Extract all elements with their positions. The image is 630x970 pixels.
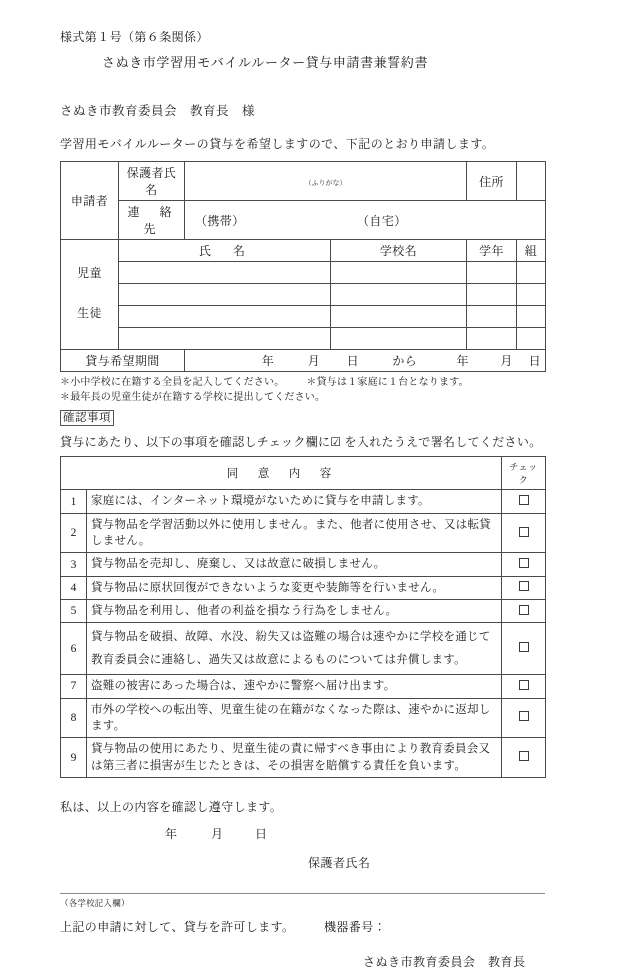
form-number: 様式第１号（第６条関係） xyxy=(60,30,209,44)
consent-row xyxy=(61,553,546,576)
student-row xyxy=(61,262,546,284)
student-school-field[interactable] xyxy=(331,306,467,328)
signature-guardian-name-label: 保護者氏名 xyxy=(308,855,371,870)
student-label-jidou: 児童 xyxy=(77,265,102,280)
student-grade-field[interactable] xyxy=(467,284,517,306)
notes-block xyxy=(60,376,570,405)
student-type-label xyxy=(61,240,119,350)
checkbox-icon[interactable] xyxy=(519,605,529,615)
consent-row-text: 貸与物品を学習活動以外に使用しません。また、他者に使用させ、又は転貸しません。 xyxy=(87,513,502,553)
checkbox-icon[interactable] xyxy=(519,558,529,568)
student-row xyxy=(61,328,546,350)
contact-home-label: （自宅） xyxy=(357,213,407,228)
confirmation-badge-wrap xyxy=(60,410,570,426)
consent-header-row xyxy=(61,457,546,490)
period-fields[interactable] xyxy=(185,350,546,372)
consent-row-number: 7 xyxy=(61,675,87,698)
consent-row-number: 9 xyxy=(61,738,87,778)
consent-row xyxy=(61,675,546,698)
approval-text: 上記の申請に対して、貸与を許可します。 xyxy=(60,919,295,934)
signature-date-day: 日 xyxy=(255,826,268,841)
checkbox-icon[interactable] xyxy=(519,680,529,690)
student-row xyxy=(61,284,546,306)
consent-row xyxy=(61,576,546,599)
approval-row xyxy=(60,918,570,935)
contact-label: 連 絡 先 xyxy=(119,201,185,240)
consent-row-number: 3 xyxy=(61,553,87,576)
section-divider xyxy=(60,893,545,894)
period-month-end: 月 xyxy=(500,354,513,368)
signature-guardian-name[interactable] xyxy=(60,854,570,871)
footer-authority: さぬき市教育委員会 教育長 xyxy=(363,954,526,969)
school-use-note: （各学校記入欄） xyxy=(60,897,130,908)
consent-row-number: 8 xyxy=(61,698,87,738)
note-line-2: ＊最年長の児童生徒が在籍する学校に提出してください。 xyxy=(60,391,326,403)
consent-row-text: 家庭には、インターネット環境がないために貸与を申請します。 xyxy=(87,490,502,513)
confirmation-badge: 確認事項 xyxy=(60,410,114,426)
signature-date-month: 月 xyxy=(211,826,224,841)
consent-row xyxy=(61,698,546,738)
guardian-name-label: 保護者氏名 xyxy=(119,162,185,201)
column-header-name: 氏 名 xyxy=(119,240,331,262)
consent-checkbox-cell[interactable] xyxy=(502,675,546,698)
checkbox-icon[interactable] xyxy=(519,581,529,591)
consent-row-text: 市外の学校への転出等、児童生徒の在籍がなくなった際は、速やかに返却します。 xyxy=(87,698,502,738)
student-grade-field[interactable] xyxy=(467,306,517,328)
consent-row xyxy=(61,600,546,623)
consent-row-number: 1 xyxy=(61,490,87,513)
consent-row-text: 貸与物品を利用し、他者の利益を損なう行為をしません。 xyxy=(87,600,502,623)
consent-header-content: 同 意 内 容 xyxy=(61,457,502,490)
guardian-name-field[interactable] xyxy=(185,162,467,201)
period-label: 貸与希望期間 xyxy=(61,350,185,372)
student-header-row xyxy=(61,240,546,262)
column-header-class: 組 xyxy=(517,240,546,262)
student-class-field[interactable] xyxy=(517,328,546,350)
consent-row-text: 盗難の被害にあった場合は、速やかに警察へ届け出ます。 xyxy=(87,675,502,698)
period-day-start: 日 xyxy=(346,354,360,368)
student-school-field[interactable] xyxy=(331,262,467,284)
period-day-end: 日 xyxy=(528,354,541,368)
signature-block xyxy=(60,798,570,871)
column-header-grade: 学年 xyxy=(467,240,517,262)
checkbox-icon[interactable] xyxy=(519,711,529,721)
note-1b: ＊貸与は１家庭に１台となります。 xyxy=(306,377,469,388)
check-instruction-after: を入れたうえで署名してください。 xyxy=(344,435,542,450)
student-name-field[interactable] xyxy=(119,262,331,284)
consent-row-text: 貸与物品に原状回復ができないような変更や装飾等を行いません。 xyxy=(87,576,502,599)
checkbox-icon[interactable] xyxy=(519,751,529,761)
consent-row xyxy=(61,513,546,553)
checkbox-icon[interactable] xyxy=(519,495,529,505)
consent-checkbox-cell[interactable] xyxy=(502,738,546,778)
addressee: さぬき市教育委員会 教育長 様 xyxy=(60,104,256,118)
column-header-school: 学校名 xyxy=(331,240,467,262)
consent-body xyxy=(61,490,546,777)
checked-box-icon: ☑ xyxy=(330,435,342,450)
consent-row xyxy=(61,490,546,513)
address-field[interactable] xyxy=(517,162,546,201)
period-row xyxy=(61,350,546,372)
contact-mobile-label: （携帯） xyxy=(195,213,245,228)
consent-row-number: 6 xyxy=(61,623,87,675)
applicant-label: 申請者 xyxy=(61,162,119,240)
consent-row-number: 4 xyxy=(61,576,87,599)
checkbox-icon[interactable] xyxy=(519,642,529,652)
consent-checkbox-cell[interactable] xyxy=(502,623,546,675)
consent-checkbox-cell[interactable] xyxy=(502,490,546,513)
consent-table xyxy=(60,456,546,777)
declaration-text: 私は、以上の内容を確認し遵守します。 xyxy=(60,799,283,814)
consent-row-number: 5 xyxy=(61,600,87,623)
student-name-field[interactable] xyxy=(119,306,331,328)
guardian-row xyxy=(61,162,546,201)
consent-row xyxy=(61,738,546,778)
consent-checkbox-cell[interactable] xyxy=(502,698,546,738)
note-line-1 xyxy=(60,376,570,391)
consent-row-text: 貸与物品を売却し、廃棄し、又は故意に破損しません。 xyxy=(87,553,502,576)
consent-row-text: 貸与物品を破損、故障、水没、紛失又は盗難の場合は速やかに学校を通じて教育委員会に連絡し、過失又は故意によるものについては弁償します。 xyxy=(87,623,502,675)
check-instruction-before: 貸与にあたり、以下の事項を確認しチェック欄に xyxy=(60,435,331,450)
student-school-field[interactable] xyxy=(331,328,467,350)
student-class-field[interactable] xyxy=(517,284,546,306)
period-kara: から xyxy=(392,354,418,368)
consent-row-text: 貸与物品の使用にあたり、児童生徒の責に帰すべき事由により教育委員会又は第三者に損害が生じたときは、その損害を賠償する責任を負います。 xyxy=(87,738,502,778)
student-class-field[interactable] xyxy=(517,262,546,284)
signature-date[interactable] xyxy=(60,825,570,842)
student-label-seito: 生徒 xyxy=(77,306,102,321)
device-number-label: 機器番号： xyxy=(324,919,387,934)
consent-checkbox-cell[interactable] xyxy=(502,600,546,623)
contact-row xyxy=(61,201,546,240)
student-school-field[interactable] xyxy=(331,284,467,306)
check-instruction xyxy=(60,433,570,450)
address-label: 住所 xyxy=(467,162,517,201)
student-name-field[interactable] xyxy=(119,284,331,306)
consent-checkbox-cell[interactable] xyxy=(502,576,546,599)
consent-row xyxy=(61,623,546,675)
consent-header-check: チェック xyxy=(502,457,546,490)
document-title: さぬき市学習用モバイルルーター貸与申請書兼誓約書 xyxy=(102,55,429,70)
intro-statement: 学習用モバイルルーターの貸与を希望しますので、下記のとおり申請します。 xyxy=(60,137,495,151)
furigana-label: （ふりがな） xyxy=(304,178,347,187)
student-grade-field[interactable] xyxy=(467,328,517,350)
period-month-start: 月 xyxy=(307,354,321,368)
consent-checkbox-cell[interactable] xyxy=(502,553,546,576)
consent-checkbox-cell[interactable] xyxy=(502,513,546,553)
period-year-end: 年 xyxy=(456,354,469,368)
applicant-table xyxy=(60,161,546,372)
period-year-start: 年 xyxy=(261,354,275,368)
consent-row-number: 2 xyxy=(61,513,87,553)
student-grade-field[interactable] xyxy=(467,262,517,284)
student-name-field[interactable] xyxy=(119,328,331,350)
checkbox-icon[interactable] xyxy=(519,527,529,537)
signature-date-year: 年 xyxy=(165,826,178,841)
note-1a: ＊小中学校に在籍する全員を記入してください。 xyxy=(60,377,285,388)
student-row xyxy=(61,306,546,328)
contact-fields[interactable] xyxy=(185,201,546,240)
student-class-field[interactable] xyxy=(517,306,546,328)
